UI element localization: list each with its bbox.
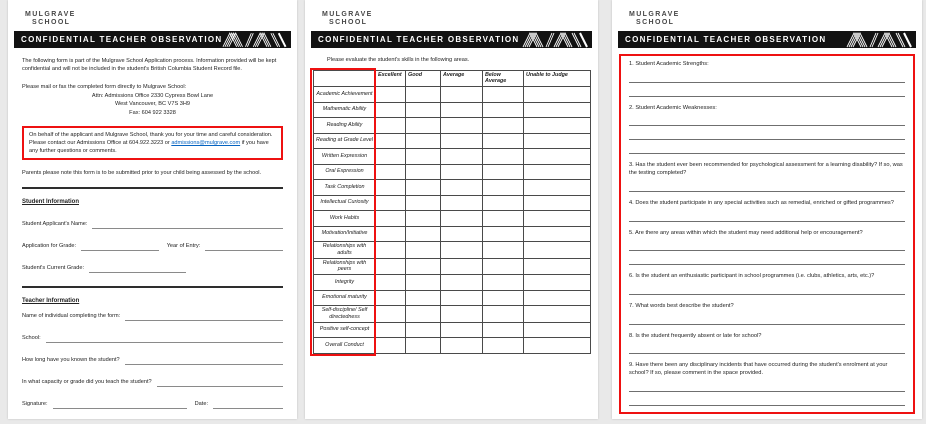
current-grade-label: Student's Current Grade: [22,264,85,271]
rating-cell [441,306,483,323]
capacity-label: In what capacity or grade did you teach the student? [22,379,152,386]
current-grade-blank [89,265,186,273]
skills-row [314,306,591,323]
date-label: Date: [194,401,208,408]
rating-cell [406,306,441,323]
capacity-field [22,379,283,387]
question-text: 1. Student Academic Strengths: [629,61,709,68]
rating-cell [441,149,483,165]
parents-note: Parents please note this form is to be submitted prior to your child being assessed by the school. [22,170,262,177]
rating-cell [441,242,483,259]
known-student-label: How long have you known the student? [22,357,120,364]
rating-cell [376,275,406,291]
mulgrave-wordmark [8,0,297,27]
rating-cell [406,338,441,354]
rating-cell [441,87,483,103]
rating-cell [483,133,524,149]
skill-row-label: Academic Achievement [314,87,376,103]
question-text: 7. What words best describe the student? [629,302,734,309]
rating-cell [483,164,524,180]
rating-cell [406,290,441,306]
rating-cell [406,164,441,180]
rating-cell [483,211,524,227]
skills-row [314,226,591,242]
rating-cell [524,164,591,180]
skills-row [314,211,591,227]
answer-line [629,140,905,154]
rating-cell [441,180,483,196]
rating-cell [376,149,406,165]
question-text: 9. Have there been any disciplinary incidents that have occurred during the student's enrolment at your school? If so, please comment in the space provided. [629,362,888,376]
rating-cell [406,149,441,165]
answer-line [629,126,905,140]
mulgrave-logo-mark-icon [846,31,912,48]
banner [618,31,916,48]
skills-row [314,258,591,275]
note-text-1: On behalf of the applicant and Mulgrave School, thank you for your time and careful consideration. Please contact our Admissions Office at 604.922.3223 or [29,132,273,147]
column-header: Below Average [483,71,524,87]
rating-cell [376,118,406,134]
banner-title: CONFIDENTIAL TEACHER OBSERVATION [21,35,223,45]
skills-row [314,118,591,134]
skills-header-row [314,71,591,87]
rating-cell [441,226,483,242]
answer-line [629,251,905,265]
page-1 [8,0,297,419]
rating-cell [524,290,591,306]
skills-table-body [314,87,591,354]
rating-cell [483,306,524,323]
skill-row-label: Oral Expression [314,164,376,180]
signature-label: Signature: [22,401,48,408]
rating-cell [406,133,441,149]
signature-blank [53,401,187,409]
skill-row-label: Emotional maturity [314,290,376,306]
rating-cell [524,195,591,211]
rating-cell [406,102,441,118]
skills-row [314,338,591,354]
rating-cell [441,275,483,291]
rating-cell [483,195,524,211]
skill-row-label: Reading Ability [314,118,376,134]
skill-row-label: Reading at Grade Level [314,133,376,149]
rating-cell [483,226,524,242]
question-text: 2. Student Academic Weaknesses: [629,104,717,111]
answer-line [629,340,905,354]
rating-cell [441,211,483,227]
rating-cell [376,226,406,242]
question-text: 3. Has the student ever been recommended for psychological assessment for a learning disability? If so, was the testing completed? [629,162,903,177]
application-grade-blank [81,243,159,251]
rating-cell [376,180,406,196]
answer-line [629,237,905,251]
rating-cell [524,149,591,165]
logo-line-1: MULGRAVE [629,11,680,18]
banner [14,31,291,48]
logo-line-1: MULGRAVE [25,11,76,18]
skill-row-label: Written Expression [314,149,376,165]
rating-cell [524,242,591,259]
known-student-blank [125,357,283,365]
question-text: 4. Does the student participate in any special activities such as remedial, enriched or gifted programmes? [629,199,894,206]
banner-title: CONFIDENTIAL TEACHER OBSERVATION [318,35,520,45]
rating-cell [524,87,591,103]
skill-row-label: Motivation/Initiative [314,226,376,242]
logo-line-1: MULGRAVE [322,11,373,18]
skills-row [314,133,591,149]
mailing-attn: Attn: Admissions Office 2330 Cypress Bowl Lane [91,92,214,99]
school-blank [46,335,283,343]
student-info-title: Student Information [22,199,79,206]
rating-cell [376,195,406,211]
rating-cell [376,133,406,149]
answer-line [629,281,905,295]
mailing-city: West Vancouver, BC V7S 3H9 [114,101,191,108]
teacher-info-title: Teacher Information [22,297,80,304]
skill-row-label: Relationships with peers [314,258,376,275]
logo-line-2: SCHOOL [32,19,71,27]
rating-cell [483,258,524,275]
school-label: School: [22,335,41,342]
skills-corner-cell [314,71,376,87]
skills-row [314,180,591,196]
skills-row [314,242,591,259]
rating-cell [406,242,441,259]
rating-cell [524,226,591,242]
rating-cell [406,258,441,275]
application-grade-label: Application for Grade: [22,242,77,249]
rating-cell [441,164,483,180]
highlighted-note [22,126,283,160]
form-completer-label: Name of individual completing the form: [22,313,121,320]
skill-row-label: Self-discipline/ Self directedness [314,306,376,323]
skills-row [314,102,591,118]
rating-cell [524,211,591,227]
school-field [22,335,283,343]
year-of-entry-label: Year of Entry: [166,242,201,249]
rating-cell [524,275,591,291]
answer-line [629,392,905,406]
current-grade-field [22,265,283,273]
skills-table [313,70,591,354]
rating-cell [376,258,406,275]
skill-row-label: Positive self-concept [314,322,376,338]
form-completer-blank [125,313,283,321]
rating-cell [483,322,524,338]
known-student-field [22,357,283,365]
signature-field [22,401,283,409]
rating-cell [441,290,483,306]
rating-cell [376,306,406,323]
rating-cell [376,164,406,180]
skills-row [314,290,591,306]
rating-cell [483,290,524,306]
page-3 [612,0,922,419]
question-text: 5. Are there any areas within which the student may need additional help or encouragement? [629,229,863,236]
rating-cell [441,118,483,134]
rating-cell [376,87,406,103]
rating-cell [406,322,441,338]
rating-cell [524,102,591,118]
rating-cell [483,102,524,118]
rating-cell [406,211,441,227]
rating-cell [376,211,406,227]
rating-cell [441,102,483,118]
column-header: Average [441,71,483,87]
rating-cell [376,242,406,259]
rating-cell [406,275,441,291]
rating-cell [406,180,441,196]
logo-line-2: SCHOOL [636,19,675,27]
rating-cell [524,180,591,196]
rating-cell [406,195,441,211]
rating-cell [406,87,441,103]
skills-row [314,149,591,165]
rating-cell [483,149,524,165]
mailing-fax: Fax: 604 922 3328 [129,110,176,117]
skill-row-label: Intellectual Curiosity [314,195,376,211]
answer-line [629,83,905,97]
column-header: Good [406,71,441,87]
form-completer-field [22,313,283,321]
section-divider [22,286,283,288]
column-header: Unable to Judge [524,71,591,87]
skills-row [314,87,591,103]
mulgrave-logo-mark-icon [222,31,287,48]
skills-row [314,164,591,180]
year-of-entry-blank [205,243,283,251]
skills-table-wrap [313,70,590,354]
questions-list [629,61,905,406]
rating-cell [483,338,524,354]
skills-table-head [314,71,591,87]
mailing-block [22,84,283,118]
answer-line [629,208,905,222]
skill-row-label: Task Completion [314,180,376,196]
rating-cell [524,118,591,134]
question-text: 6. Is the student an enthusiastic participant in school programmes (i.e. clubs, athletics, arts, etc.)? [629,273,875,280]
answer-line [629,69,905,83]
questions-highlight-box [619,54,915,414]
note-text-2: if you have any further questions or comments. [29,140,269,155]
answer-line [629,112,905,126]
rating-cell [441,258,483,275]
banner-title: CONFIDENTIAL TEACHER OBSERVATION [625,35,827,45]
rating-cell [483,180,524,196]
rating-cell [524,322,591,338]
skill-row-label: Overall Conduct [314,338,376,354]
student-name-blank [92,221,283,229]
logo-line-2: SCHOOL [329,19,368,27]
rating-cell [483,118,524,134]
capacity-blank [157,379,283,387]
skill-row-label: Work Habits [314,211,376,227]
rating-cell [406,226,441,242]
mailing-instruction: Please mail or fax the completed form directly to Mulgrave School: [22,83,187,90]
rating-cell [376,290,406,306]
skills-row [314,275,591,291]
rating-cell [524,258,591,275]
evaluate-instruction: Please evaluate the student's skills in the following areas. [327,57,470,64]
answer-line [629,178,905,192]
banner [311,31,592,48]
rating-cell [441,133,483,149]
student-name-label: Student Applicant's Name: [22,220,88,227]
answer-line [629,311,905,325]
intro-paragraph: The following form is part of the Mulgrave School Application process. Information provided will be kept confidential and will not be included in the student's British Columbia Student Record file. [22,58,277,72]
answer-line [629,378,905,392]
rating-cell [441,338,483,354]
rating-cell [376,338,406,354]
rating-cell [524,133,591,149]
skill-row-label: Relationships with adults [314,242,376,259]
question-text: 8. Is the student frequently absent or late for school? [629,332,762,339]
skill-row-label: Mathematic Ability [314,102,376,118]
skills-row [314,195,591,211]
rating-cell [376,322,406,338]
skill-row-label: Integrity [314,275,376,291]
application-grade-field [22,243,283,251]
date-blank [213,401,283,409]
mulgrave-wordmark [305,0,598,27]
rating-cell [524,338,591,354]
rating-cell [483,87,524,103]
column-header: Excellent [376,71,406,87]
rating-cell [483,242,524,259]
mulgrave-logo-mark-icon [522,31,588,48]
rating-cell [441,322,483,338]
rating-cell [406,118,441,134]
rating-cell [483,275,524,291]
mulgrave-wordmark [612,0,922,27]
rating-cell [376,102,406,118]
page-2 [305,0,598,419]
skills-row [314,322,591,338]
rating-cell [524,306,591,323]
admissions-email-link[interactable]: admissions@mulgrave.com [171,140,241,147]
student-name-field [22,221,283,229]
rating-cell [441,195,483,211]
section-divider [22,187,283,189]
